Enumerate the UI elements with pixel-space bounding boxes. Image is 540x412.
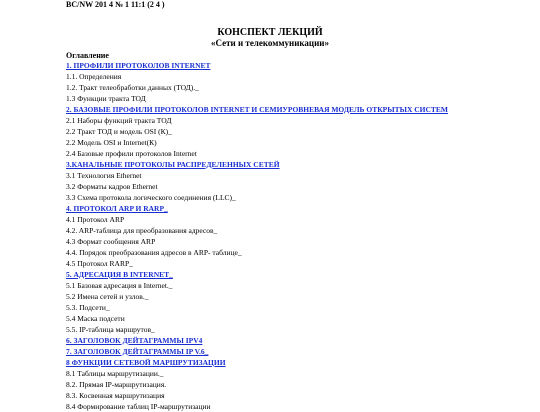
toc-section-link[interactable]: 6. ЗАГОЛОВОК ДЕЙТАГРАММЫ IPV4 xyxy=(66,336,203,345)
document-title: КОНСПЕКТ ЛЕКЦИЙ xyxy=(217,27,323,38)
toc-section-link[interactable]: 8 ФУНКЦИИ СЕТЕВОЙ МАРШРУТИЗАЦИИ xyxy=(66,358,226,367)
toc-section-link[interactable]: 4. ПРОТОКОЛ ARP И RARP_ xyxy=(66,204,168,213)
toc-subsection-item: 2.1 Наборы функций тракта ТОД xyxy=(66,116,172,125)
toc-section-link[interactable]: 7. ЗАГОЛОВОК ДЕЙТАГРАММЫ IP V.6_ xyxy=(66,347,209,356)
toc-subsection-item: 2.2 Тракт ТОД и модель OSI (К)_ xyxy=(66,127,172,136)
toc-heading: Оглавление xyxy=(66,51,109,60)
toc-subsection-item: 1.3 Функции тракта ТОД xyxy=(66,94,146,103)
toc-subsection-item: 8.2. Прямая IP-маршрутизация. xyxy=(66,380,167,389)
toc-subsection-item: 5.1 Базовая адресация в Internet._ xyxy=(66,281,173,290)
toc-subsection-item: 5.4 Маска подсети xyxy=(66,314,125,323)
toc-subsection-item: 3.3 Схема протокола логического соединения (LLC)_ xyxy=(66,193,236,202)
toc-subsection-item: 5.5. IP-таблица маршрутов_ xyxy=(66,325,155,334)
toc-subsection-item: 3.1 Технология Ethernet xyxy=(66,171,142,180)
toc-subsection-item: 2.2 Модель OSI и Internet(К) xyxy=(66,138,157,147)
toc-subsection-item: 8.1 Таблицы маршрутизации._ xyxy=(66,369,164,378)
toc-section-link[interactable]: 5. АДРЕСАЦИЯ В INTERNET_ xyxy=(66,270,173,279)
toc-subsection-item: 1.2. Тракт телеобработки данных (ТОД)._ xyxy=(66,83,199,92)
toc-subsection-item: 2.4 Базовые профили протоколов Internet xyxy=(66,149,197,158)
toc-subsection-item: 1.1. Определения xyxy=(66,72,122,81)
toc-section-link[interactable]: 1. ПРОФИЛИ ПРОТОКОЛОВ INTERNET xyxy=(66,61,211,70)
toc-subsection-item: 5.2 Имена сетей и узлов._ xyxy=(66,292,149,301)
table-of-contents xyxy=(66,60,526,412)
document-subtitle: «Сети и телекоммуникации» xyxy=(211,38,329,48)
toc-subsection-item: 4.4. Порядок преобразования адресов в ARP- таблице_ xyxy=(66,248,242,257)
document-header: BC/NW 201 4 № 1 11:1 (2 4 ) xyxy=(66,0,165,9)
toc-subsection-item: 8.4 Формирование таблиц IP-маршрутизации xyxy=(66,402,211,411)
toc-subsection-item: 8.3. Косвенная маршрутизация xyxy=(66,391,165,400)
toc-subsection-item: 4.3 Формат сообщения ARP xyxy=(66,237,156,246)
toc-subsection-item: 4.1 Протокол ARP xyxy=(66,215,125,224)
toc-subsection-item: 5.3. Подсети_ xyxy=(66,303,110,312)
toc-subsection-item: 4.2. ARP-таблица для преобразования адресов_ xyxy=(66,226,218,235)
toc-subsection-item: 3.2 Форматы кадров Ethernet xyxy=(66,182,158,191)
toc-section-link[interactable]: 2. БАЗОВЫЕ ПРОФИЛИ ПРОТОКОЛОВ INTERNET И СЕМИУРОВНЕВАЯ МОДЕЛЬ ОТКРЫТЫХ СИСТЕМ xyxy=(66,105,449,114)
toc-subsection-item: 4.5 Протокол RARP_ xyxy=(66,259,133,268)
toc-section-link[interactable]: 3.КАНАЛЬНЫЕ ПРОТОКОЛЫ РАСПРЕДЕЛЕННЫХ СЕТЕЙ xyxy=(66,160,280,169)
